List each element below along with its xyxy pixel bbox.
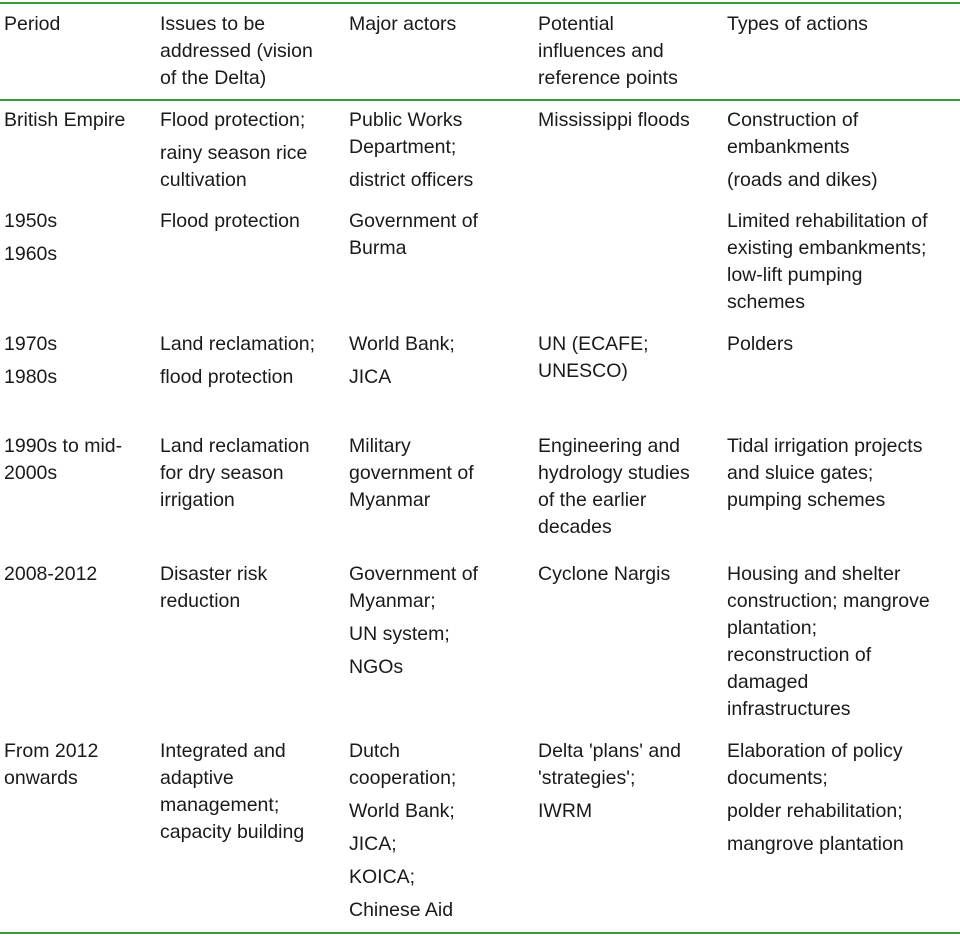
cell-line: Polders [727, 333, 794, 355]
cell-line: Land reclamation [160, 435, 310, 457]
cell-actors [349, 433, 533, 514]
cell-period [4, 208, 154, 268]
cell-actions [727, 738, 960, 858]
cell-actions [727, 331, 960, 358]
cell-line: Disaster risk [160, 563, 268, 585]
cell-line: Flood protection; [160, 109, 306, 131]
cell-line: KOICA; [349, 866, 416, 888]
cell-line: mangrove plantation [727, 833, 904, 855]
cell-line: Flood protection [160, 210, 300, 232]
cell-actions [727, 433, 960, 514]
cell-actors [349, 208, 533, 262]
cell-line: Limited rehabilitation of [727, 210, 928, 232]
cell-line: Chinese Aid [349, 899, 454, 921]
cell-line: Housing and shelter [727, 563, 901, 585]
cell-period [4, 331, 154, 391]
cell-actions [727, 208, 960, 316]
cell-line: JICA [349, 366, 392, 388]
cell-line: management; [160, 794, 280, 816]
cell-line: UN (ECAFE; [538, 333, 649, 355]
cell-line: Public Works [349, 109, 463, 131]
cell-issues [160, 561, 344, 615]
cell-line: Dutch [349, 740, 400, 762]
cell-line: of the earlier [538, 489, 647, 511]
cell-line: Elaboration of policy [727, 740, 903, 762]
cell-line: Major actors [349, 13, 457, 35]
header-rule [0, 99, 960, 101]
cell-line: Delta 'plans' and [538, 740, 681, 762]
cell-line: 1980s [4, 366, 58, 388]
cell-line: influences and [538, 40, 664, 62]
cell-line: 1950s [4, 210, 58, 232]
cell-line: Types of actions [727, 13, 868, 35]
cell-line: for dry season [160, 462, 284, 484]
cell-issues [160, 433, 344, 514]
cell-line: polder rehabilitation; [727, 800, 903, 822]
cell-line: Military [349, 435, 411, 457]
cell-line: rainy season rice [160, 142, 308, 164]
cell-issues [160, 208, 344, 235]
cell-line: reduction [160, 590, 241, 612]
cell-line: From 2012 [4, 740, 99, 762]
cell-line: IWRM [538, 800, 593, 822]
cell-line: Cyclone Nargis [538, 563, 671, 585]
cell-line: Construction of [727, 109, 859, 131]
cell-issues [160, 738, 344, 846]
cell-issues [160, 107, 344, 194]
cell-line: (roads and dikes) [727, 169, 878, 191]
cell-line: addressed (vision [160, 40, 313, 62]
cell-line: Department; [349, 136, 457, 158]
cell-line: reference points [538, 67, 678, 89]
cell-line: Land reclamation; [160, 333, 316, 355]
cell-line: of the Delta) [160, 67, 267, 89]
cell-line: Period [4, 13, 61, 35]
cell-line: damaged [727, 671, 809, 693]
header-period [4, 11, 154, 38]
cell-line: cooperation; [349, 767, 457, 789]
cell-line: district officers [349, 169, 474, 191]
cell-line: British Empire [4, 109, 126, 131]
cell-line: Engineering and [538, 435, 681, 457]
header-influences [538, 11, 722, 92]
cell-line: Government of [349, 210, 478, 232]
cell-line: 2008-2012 [4, 563, 98, 585]
cell-period [4, 561, 154, 588]
cell-line: pumping schemes [727, 489, 886, 511]
cell-line: Government of [349, 563, 478, 585]
cell-line: Burma [349, 237, 407, 259]
cell-line: adaptive [160, 767, 234, 789]
cell-period [4, 738, 154, 792]
cell-line: and sluice gates; [727, 462, 874, 484]
cell-line: cultivation [160, 169, 247, 191]
cell-actions [727, 561, 960, 723]
cell-issues [160, 331, 344, 391]
table-bottom-rule [0, 932, 960, 934]
cell-line: Tidal irrigation projects [727, 435, 923, 457]
cell-line: World Bank; [349, 333, 455, 355]
header-issues [160, 11, 344, 92]
cell-line: 1960s [4, 243, 58, 265]
cell-actions [727, 107, 960, 194]
cell-line: Issues to be [160, 13, 266, 35]
cell-line: 'strategies'; [538, 767, 636, 789]
cell-line: UN system; [349, 623, 450, 645]
cell-actors [349, 561, 533, 681]
cell-line: 1990s to mid- [4, 435, 123, 457]
cell-line: Integrated and [160, 740, 286, 762]
cell-period [4, 107, 154, 134]
cell-influences [538, 561, 722, 588]
cell-line: embankments [727, 136, 850, 158]
cell-influences [538, 433, 722, 541]
cell-influences [538, 331, 722, 385]
table-top-rule [0, 2, 960, 4]
cell-line: low-lift pumping [727, 264, 863, 286]
cell-line: NGOs [349, 656, 404, 678]
cell-line: construction; mangrove [727, 590, 930, 612]
cell-line: decades [538, 516, 612, 538]
cell-line: JICA; [349, 833, 397, 855]
cell-line: Potential [538, 13, 614, 35]
header-actors [349, 11, 533, 38]
cell-line: 2000s [4, 462, 58, 484]
cell-line: onwards [4, 767, 78, 789]
cell-line: schemes [727, 291, 806, 313]
cell-line: UNESCO) [538, 360, 628, 382]
cell-line: existing embankments; [727, 237, 927, 259]
cell-actors [349, 738, 533, 924]
cell-actors [349, 107, 533, 194]
cell-actors [349, 331, 533, 391]
cell-line: Mississippi floods [538, 109, 690, 131]
cell-line: documents; [727, 767, 828, 789]
cell-line: 1970s [4, 333, 58, 355]
cell-line: plantation; [727, 617, 817, 639]
cell-period [4, 433, 154, 487]
cell-line: hydrology studies [538, 462, 690, 484]
cell-line: infrastructures [727, 698, 851, 720]
cell-line: reconstruction of [727, 644, 872, 666]
cell-influences [538, 738, 722, 825]
cell-line: irrigation [160, 489, 235, 511]
cell-influences [538, 107, 722, 134]
cell-line: Myanmar [349, 489, 431, 511]
cell-line: government of [349, 462, 474, 484]
cell-line: capacity building [160, 821, 305, 843]
cell-line: flood protection [160, 366, 294, 388]
cell-line: World Bank; [349, 800, 455, 822]
cell-line: Myanmar; [349, 590, 436, 612]
header-actions [727, 11, 960, 38]
